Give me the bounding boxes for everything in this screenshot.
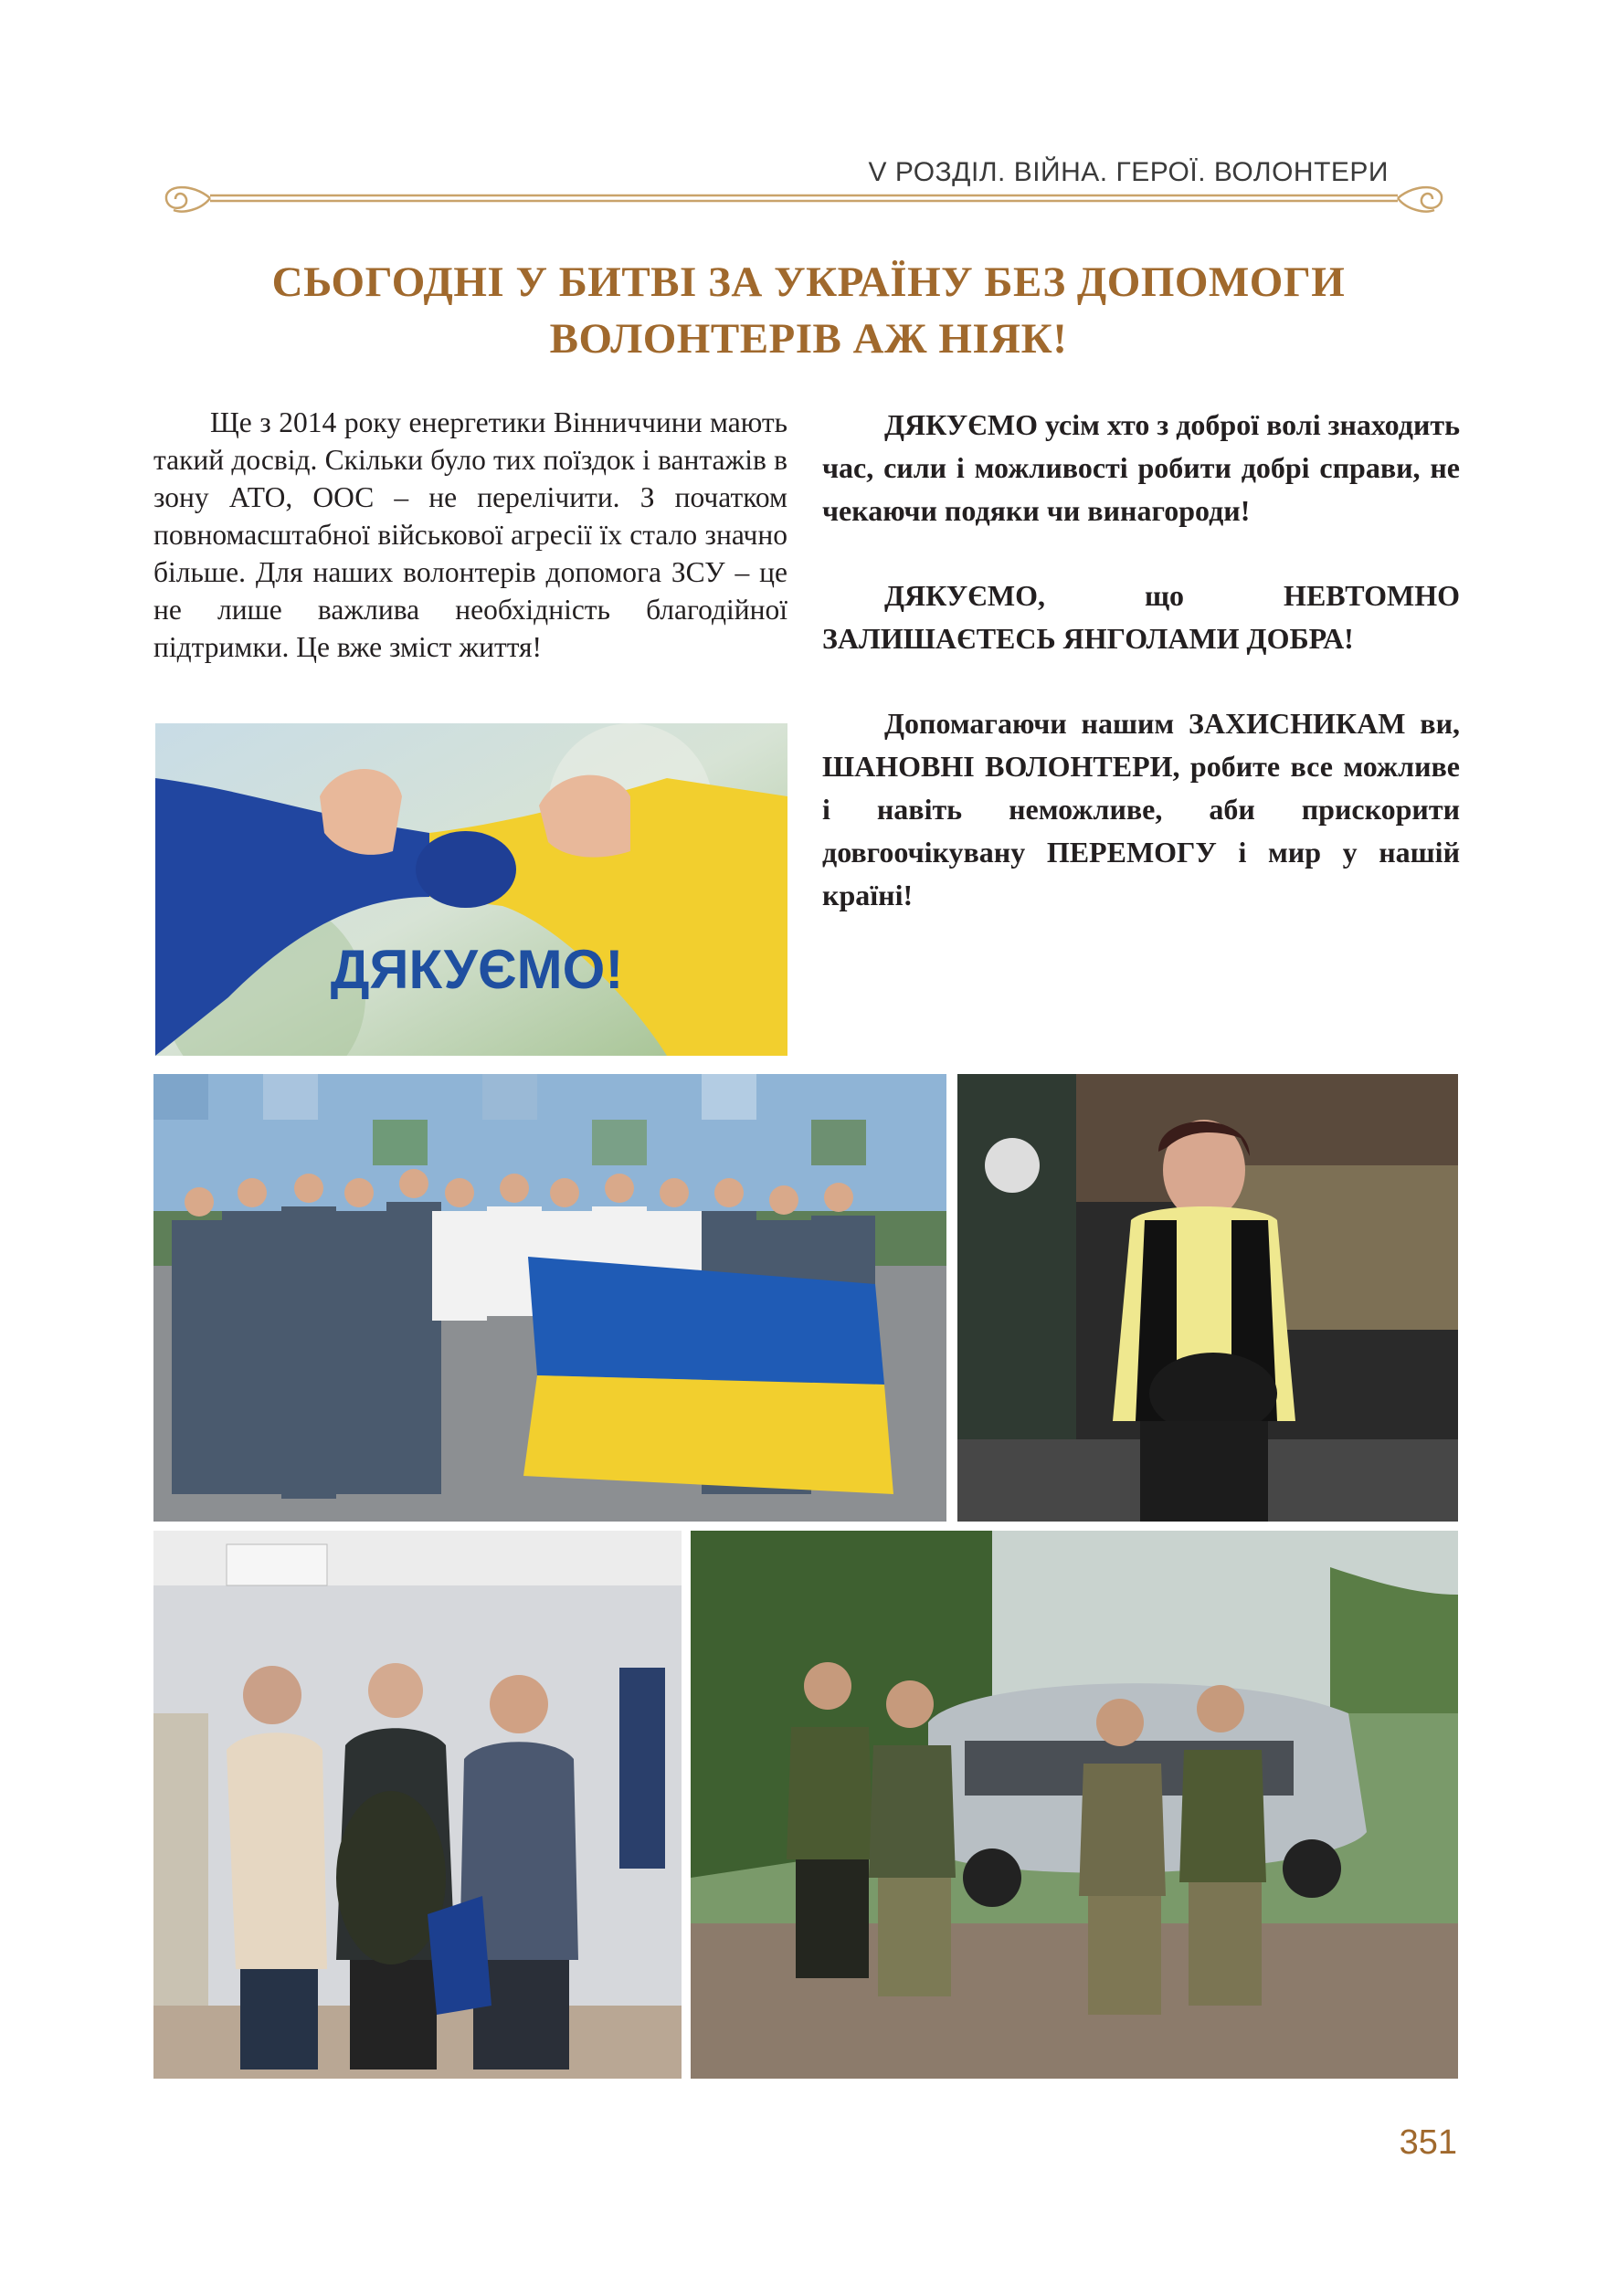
title-line-2: ВОЛОНТЕРІВ АЖ НІЯК! <box>549 315 1068 363</box>
soldiers-with-car-photo <box>691 1531 1458 2079</box>
thanks-banner-text: ДЯКУЄМО! <box>330 939 624 1000</box>
ornamental-rule <box>146 174 1462 219</box>
gratitude-column <box>822 404 1460 959</box>
running-header: V РОЗДІЛ. ВІЙНА. ГЕРОЇ. ВОЛОНТЕРИ <box>868 157 1389 187</box>
page-title <box>155 254 1462 367</box>
gratitude-paragraph-3: Допомагаючи нашим ЗАХИСНИКАМ ви, ШАНОВНІ ВОЛОНТЕРИ, робите все можливе і навіть неможливе, аби прискорити довгоочікувану ПЕРЕМОГУ і мир у нашій країні! <box>822 707 1460 911</box>
gratitude-paragraph-2: ДЯКУЄМО, що НЕВТОМНО ЗАЛИШАЄТЕСЬ ЯНГОЛАМИ ДОБРА! <box>822 579 1460 655</box>
title-line-1: СЬОГОДНІ У БИТВІ ЗА УКРАЇНУ БЕЗ ДОПОМОГИ <box>271 258 1346 306</box>
gratitude-paragraph-1: ДЯКУЄМО усім хто з доброї волі знаходить час, сили і можливості робити добрі справи, не чекаючи подяки чи винагороди! <box>822 408 1461 527</box>
volunteer-woman-photo <box>957 1074 1458 1522</box>
thanks-banner-image <box>155 723 787 1056</box>
page-number: 351 <box>1399 2123 1457 2162</box>
intro-paragraph: Ще з 2014 року енергетики Вінниччини мають такий досвід. Скільки було тих поїздок і вантажів в зону АТО, ООС – не перелічити. З початком повномасштабної військової агресії їх стало значно більше. Для наших волонтерів допомога ЗСУ – це не лише важлива необхідність благодійної підтримки. Це вже зміст життя! <box>153 406 787 663</box>
sleeping-bag-donation-photo <box>153 1531 682 2079</box>
group-photo-with-flag <box>153 1074 946 1522</box>
